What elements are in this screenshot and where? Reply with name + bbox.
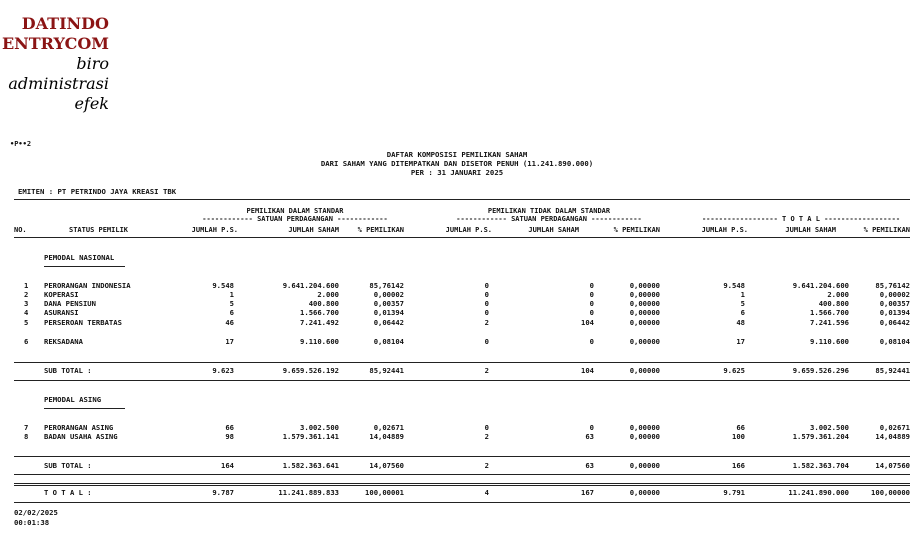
row-number: 1 (24, 281, 29, 290)
cell-b-0: 0 (484, 308, 489, 317)
cell-a-2: 14,04889 (369, 432, 404, 441)
cell-b-2: 0,00000 (629, 366, 660, 375)
cell-b-1: 63 (585, 432, 594, 441)
header-bottom-rule (14, 237, 910, 238)
cell-t-2: 0,06442 (879, 318, 910, 327)
cell-a-1: 1.579.361.141 (282, 432, 339, 441)
group2-subtitle: ------------ SATUAN PERDAGANGAN ------------ (456, 215, 642, 223)
cell-b-1: 167 (581, 488, 594, 497)
row-status: T O T A L : (44, 488, 92, 497)
report-code: •P••2 (10, 140, 32, 148)
cell-a-1: 1.566.700 (300, 308, 339, 317)
logo-line-5: efek (74, 94, 109, 113)
cell-a-2: 0,00357 (373, 299, 404, 308)
cell-t-0: 66 (736, 423, 745, 432)
cell-b-2: 0,00000 (629, 308, 660, 317)
cell-t-1: 11.241.890.000 (788, 488, 849, 497)
col-no: NO. (14, 226, 27, 234)
table-row (0, 461, 914, 470)
col-a-saham: JUMLAH SAHAM (288, 226, 339, 234)
table-row (0, 337, 914, 346)
cell-a-2: 0,00002 (373, 290, 404, 299)
cell-t-1: 1.579.361.204 (792, 432, 849, 441)
cell-b-2: 0,00000 (629, 290, 660, 299)
print-date: 02/02/2025 (14, 508, 58, 517)
cell-a-0: 9.548 (212, 281, 234, 290)
logo-line-1: DATINDO (21, 14, 109, 33)
row-number: 5 (24, 318, 29, 327)
cell-a-0: 17 (225, 337, 234, 346)
report-subtitle: DARI SAHAM YANG DITEMPATKAN DAN DISETOR PENUH (11.241.890.000) (320, 159, 594, 168)
cell-a-2: 0,08104 (373, 337, 404, 346)
cell-b-2: 0,00000 (629, 432, 660, 441)
cell-b-0: 2 (484, 318, 489, 327)
section-nasional: PEMODAL NASIONAL (44, 253, 125, 267)
cell-a-0: 66 (225, 423, 234, 432)
cell-t-1: 7.241.596 (810, 318, 849, 327)
cell-a-0: 6 (229, 308, 234, 317)
cell-b-1: 0 (589, 299, 594, 308)
table-row (0, 290, 914, 299)
report-title: DAFTAR KOMPOSISI PEMILIKAN SAHAM (386, 150, 528, 159)
cell-b-0: 2 (484, 432, 489, 441)
cell-a-1: 1.582.363.641 (282, 461, 339, 470)
cell-t-2: 14,04889 (875, 432, 910, 441)
cell-a-2: 0,06442 (373, 318, 404, 327)
row-number: 2 (24, 290, 29, 299)
col-status: STATUS PEMILIK (69, 226, 129, 234)
cell-b-1: 0 (589, 423, 594, 432)
cell-b-1: 0 (589, 337, 594, 346)
row-status: PERORANGAN INDONESIA (44, 281, 131, 290)
cell-a-1: 2.000 (317, 290, 339, 299)
table-row (0, 308, 914, 317)
cell-t-2: 85,92441 (875, 366, 910, 375)
cell-a-1: 400.800 (308, 299, 339, 308)
cell-t-0: 5 (740, 299, 745, 308)
row-status: PERSEROAN TERBATAS (44, 318, 122, 327)
col-t-saham: JUMLAH SAHAM (785, 226, 836, 234)
col-t-pct: % PEMILIKAN (863, 226, 910, 234)
cell-b-1: 0 (589, 308, 594, 317)
cell-b-1: 0 (589, 281, 594, 290)
cell-b-2: 0,00000 (629, 281, 660, 290)
cell-a-1: 11.241.889.833 (278, 488, 339, 497)
cell-a-0: 9.623 (212, 366, 234, 375)
col-t-ps: JUMLAH P.S. (701, 226, 748, 234)
cell-t-1: 400.800 (818, 299, 849, 308)
header-top-rule (14, 199, 910, 200)
cell-t-0: 9.791 (723, 488, 745, 497)
cell-a-1: 9.659.526.192 (282, 366, 339, 375)
cell-t-2: 14,07560 (875, 461, 910, 470)
total-group-title: ------------------ T O T A L ------------------ (701, 215, 901, 223)
row-status: KOPERASI (44, 290, 79, 299)
cell-a-1: 9.110.600 (300, 337, 339, 346)
cell-b-1: 104 (581, 366, 594, 375)
cell-a-2: 85,92441 (369, 366, 404, 375)
col-a-ps: JUMLAH P.S. (191, 226, 238, 234)
logo-line-3: biro (76, 54, 109, 73)
logo-line-4: administrasi (8, 74, 109, 93)
col-a-pct: % PEMILIKAN (357, 226, 404, 234)
cell-a-0: 1 (229, 290, 234, 299)
group1-subtitle: ------------ SATUAN PERDAGANGAN ------------ (202, 215, 388, 223)
subtotal-rule-2b (14, 474, 910, 475)
table-row (0, 281, 914, 290)
cell-b-1: 0 (589, 290, 594, 299)
cell-b-2: 0,00000 (629, 461, 660, 470)
row-number: 7 (24, 423, 29, 432)
cell-t-1: 9.110.600 (810, 337, 849, 346)
group2-title: PEMILIKAN TIDAK DALAM STANDAR (487, 207, 611, 215)
cell-t-2: 0,00002 (879, 290, 910, 299)
cell-t-1: 1.566.700 (810, 308, 849, 317)
section-asing: PEMODAL ASING (44, 395, 125, 409)
cell-t-1: 1.582.363.704 (792, 461, 849, 470)
cell-a-2: 0,02671 (373, 423, 404, 432)
cell-b-0: 0 (484, 290, 489, 299)
row-number: 8 (24, 432, 29, 441)
cell-t-1: 3.002.500 (810, 423, 849, 432)
cell-a-0: 5 (229, 299, 234, 308)
cell-a-0: 164 (221, 461, 234, 470)
cell-a-2: 85,76142 (369, 281, 404, 290)
cell-b-2: 0,00000 (629, 488, 660, 497)
row-number: 6 (24, 337, 29, 346)
cell-t-2: 0,00357 (879, 299, 910, 308)
logo-line-2: ENTRYCOM (1, 34, 109, 53)
cell-a-0: 46 (225, 318, 234, 327)
cell-t-0: 1 (740, 290, 745, 299)
total-top-rule (14, 483, 910, 486)
cell-b-0: 2 (484, 366, 489, 375)
cell-t-2: 0,01394 (879, 308, 910, 317)
cell-t-2: 85,76142 (875, 281, 910, 290)
col-b-ps: JUMLAH P.S. (445, 226, 492, 234)
row-number: 3 (24, 299, 29, 308)
cell-t-0: 100 (732, 432, 745, 441)
cell-b-1: 104 (581, 318, 594, 327)
print-time: 00:01:38 (14, 518, 50, 527)
cell-a-2: 100,00001 (365, 488, 404, 497)
row-status: SUB TOTAL : (44, 461, 92, 470)
report-date: PER : 31 JANUARI 2025 (410, 168, 504, 177)
cell-a-2: 14,07560 (369, 461, 404, 470)
cell-a-0: 98 (225, 432, 234, 441)
col-b-saham: JUMLAH SAHAM (528, 226, 579, 234)
cell-b-2: 0,00000 (629, 299, 660, 308)
cell-t-0: 48 (736, 318, 745, 327)
cell-t-1: 9.641.204.600 (792, 281, 849, 290)
cell-b-0: 0 (484, 281, 489, 290)
row-status: BADAN USAHA ASING (44, 432, 118, 441)
cell-t-0: 6 (740, 308, 745, 317)
cell-b-2: 0,00000 (629, 337, 660, 346)
row-status: REKSADANA (44, 337, 83, 346)
datindo-logo (2, 14, 109, 114)
subtotal-rule-1b (14, 380, 910, 381)
cell-t-0: 17 (736, 337, 745, 346)
cell-a-0: 9.787 (212, 488, 234, 497)
cell-b-0: 4 (484, 488, 489, 497)
cell-b-0: 2 (484, 461, 489, 470)
cell-b-0: 0 (484, 299, 489, 308)
subtotal-rule-1 (14, 362, 910, 363)
table-row (0, 318, 914, 327)
cell-a-1: 7.241.492 (300, 318, 339, 327)
cell-t-0: 9.625 (723, 366, 745, 375)
row-status: PERORANGAN ASING (44, 423, 114, 432)
print-footer (14, 508, 58, 528)
cell-b-1: 63 (585, 461, 594, 470)
cell-b-2: 0,00000 (629, 423, 660, 432)
cell-t-1: 9.659.526.296 (792, 366, 849, 375)
table-row (0, 299, 914, 308)
cell-a-1: 3.002.500 (300, 423, 339, 432)
cell-a-2: 0,01394 (373, 308, 404, 317)
table-row (0, 432, 914, 441)
emiten-label: EMITEN : PT PETRINDO JAYA KREASI TBK (18, 187, 177, 196)
cell-a-1: 9.641.204.600 (282, 281, 339, 290)
row-number: 4 (24, 308, 29, 317)
total-bottom-rule (14, 502, 910, 503)
subtotal-rule-2 (14, 456, 910, 457)
cell-b-0: 0 (484, 337, 489, 346)
row-status: DANA PENSIUN (44, 299, 96, 308)
table-row (0, 423, 914, 432)
col-b-pct: % PEMILIKAN (613, 226, 660, 234)
row-status: ASURANSI (44, 308, 79, 317)
cell-t-2: 0,08104 (879, 337, 910, 346)
row-status: SUB TOTAL : (44, 366, 92, 375)
cell-b-0: 0 (484, 423, 489, 432)
cell-t-0: 9.548 (723, 281, 745, 290)
table-row (0, 366, 914, 375)
cell-t-2: 0,02671 (879, 423, 910, 432)
table-row (0, 488, 914, 497)
cell-t-0: 166 (732, 461, 745, 470)
group1-title: PEMILIKAN DALAM STANDAR (246, 207, 344, 215)
cell-t-1: 2.000 (827, 290, 849, 299)
cell-b-2: 0,00000 (629, 318, 660, 327)
cell-t-2: 100,00000 (871, 488, 910, 497)
